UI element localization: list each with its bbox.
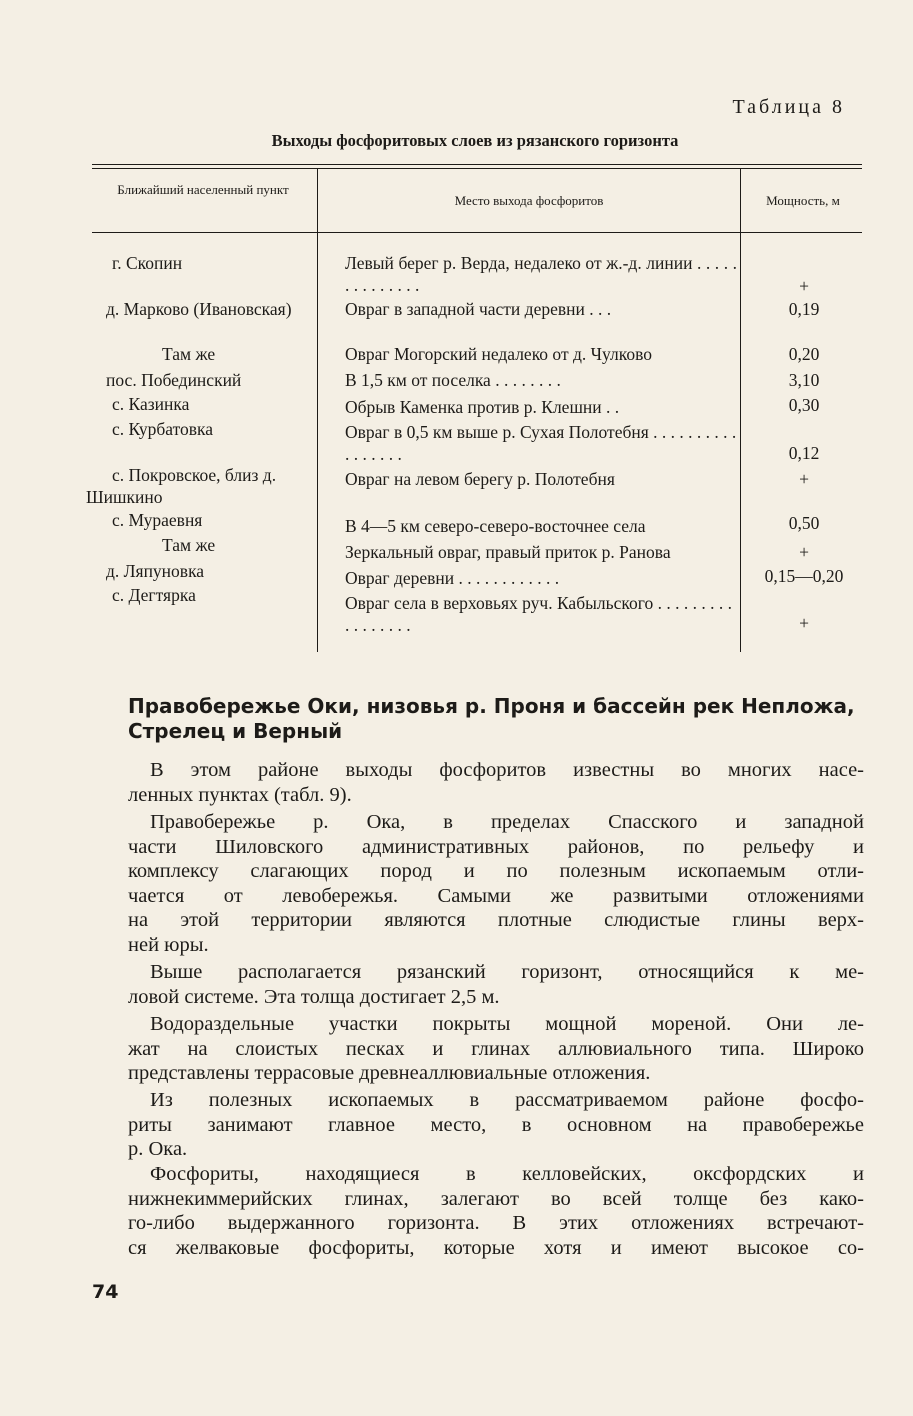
paragraph	[128, 1012, 864, 1086]
table-cell-location: Обрыв Каменка против р. Клешни . .	[345, 397, 620, 417]
table-label: Таблица 8	[732, 96, 845, 118]
table-cell-location: Овраг Могорский недалеко от д. Чулково	[345, 344, 652, 364]
table-cell-thickness: +	[799, 613, 809, 633]
table-cell-settlement: г. Скопин	[112, 253, 183, 273]
header-thickness: Мощность, м	[766, 193, 840, 208]
table-top-rule-inner	[92, 168, 862, 169]
table-header-rule	[92, 232, 862, 233]
table-cell-location: Овраг в западной части деревни . . .	[345, 299, 612, 319]
table-cell-settlement: Там же	[162, 535, 216, 555]
table-cell-settlement: пос. Побединский	[106, 370, 242, 390]
text-line: комплексу слагающих пород и по полезным ископаемым отли-	[128, 860, 864, 882]
text-line: Из полезных ископаемых в рассматриваемом районе фосфо-	[150, 1089, 864, 1111]
table-cell-location: В 1,5 км от поселка . . . . . . . .	[345, 370, 561, 390]
table-cell-settlement: Там же	[162, 344, 216, 364]
header-location: Место выхода фосфоритов	[454, 193, 604, 208]
table-cell-settlement: с. Курбатовка	[112, 419, 214, 439]
table-cell-thickness: 0,12	[788, 443, 820, 463]
paragraph	[128, 960, 864, 1009]
table-cell-settlement: д. Ляпуновка	[106, 561, 205, 581]
table-cell-settlement: с. Казинка	[112, 394, 190, 414]
table-cell-thickness: 3,10	[788, 370, 820, 390]
text-line: Фосфориты, находящиеся в келловейских, оксфордских и	[150, 1163, 864, 1185]
text-line: риты занимают главное место, в основном на правобережье	[128, 1113, 864, 1136]
text-line: Водораздельные участки покрыты мощной мореной. Они ле-	[150, 1013, 864, 1035]
paragraph	[128, 758, 864, 807]
text-line: на этой территории являются плотные слюдистые глины верх-	[128, 909, 864, 931]
table-cell-thickness: +	[799, 542, 809, 562]
text-line: части Шиловского административных районов, по рельефу и	[128, 835, 864, 858]
text-line: чается от левобережья. Самыми же развитыми отложениями	[128, 884, 864, 907]
table-cell-thickness: 0,15—0,20	[764, 566, 844, 586]
table-cell-thickness: +	[799, 469, 809, 489]
text-line: жат на слоистых песках и глинах аллювиального типа. Широко	[128, 1037, 864, 1060]
table-cell-thickness: +	[799, 276, 809, 296]
paragraph	[128, 1162, 864, 1260]
table-cell-location: В 4—5 км северо-северо-восточнее села	[345, 516, 646, 536]
table-cell-settlement: с. Мураевня	[112, 510, 203, 530]
table-cell-settlement: с. Покровское, близ д. Шишкино	[86, 465, 277, 507]
section-heading: Правобережье Оки, низовья р. Проня и бассейн рек Непложа, Стрелец и Верный	[128, 694, 855, 743]
table-cell-thickness: 0,30	[788, 395, 820, 415]
paragraph	[128, 810, 864, 957]
text-line: нижнекиммерийских глинах, залегают во всей толще без како-	[128, 1187, 864, 1210]
text-line: ней юры.	[128, 933, 209, 956]
table-cell-location: Зеркальный овраг, правый приток р. Ранова	[345, 542, 671, 562]
table-cell-thickness: 0,20	[788, 344, 820, 364]
table-cell-location: Овраг в 0,5 км выше р. Сухая Полотебня . . . . . . . . . . . . . . . . .	[345, 422, 737, 464]
text-line: ловой системе. Эта толща достигает 2,5 м.	[128, 985, 500, 1008]
table-cell-thickness: 0,50	[788, 513, 820, 533]
page-number: 74	[92, 1281, 119, 1303]
text-line: представлены террасовые древнеаллювиальные отложения.	[128, 1062, 651, 1084]
table-column-divider	[317, 168, 318, 652]
table-cell-location: Овраг деревни . . . . . . . . . . . .	[345, 568, 560, 588]
table-caption: Выходы фосфоритовых слоев из рязанского горизонта	[271, 131, 679, 150]
text-line: ленных пунктах (табл. 9).	[128, 783, 352, 806]
text-line: го-либо выдержанного горизонта. В этих отложениях встречают-	[128, 1212, 864, 1234]
table-cell-location: Левый берег р. Верда, недалеко от ж.-д. линии . . . . . . . . . . . . . .	[345, 253, 737, 295]
paragraph	[128, 1088, 864, 1162]
table-column-divider	[740, 168, 741, 652]
table-cell-location: Овраг на левом берегу р. Полотебня	[345, 469, 615, 489]
text-line: В этом районе выходы фосфоритов известны во многих насе-	[150, 759, 864, 781]
text-line: Выше располагается рязанский горизонт, относящийся к ме-	[150, 961, 864, 983]
table-top-rule	[92, 164, 862, 165]
table-cell-settlement: д. Марково (Ивановская)	[106, 299, 292, 319]
table-cell-settlement: с. Дегтярка	[112, 585, 196, 605]
text-line: Правобережье р. Ока, в пределах Спасского и западной	[150, 811, 864, 833]
text-line: р. Ока.	[128, 1138, 188, 1160]
header-settlement: Ближайший населенный пункт	[117, 182, 289, 197]
table-cell-thickness: 0,19	[788, 299, 820, 319]
text-line: ся желваковые фосфориты, которые хотя и имеют высокое со-	[128, 1236, 864, 1259]
table-cell-location: Овраг села в верховьях руч. Кабыльского . . . . . . . . . . . . . . . . .	[345, 593, 732, 635]
